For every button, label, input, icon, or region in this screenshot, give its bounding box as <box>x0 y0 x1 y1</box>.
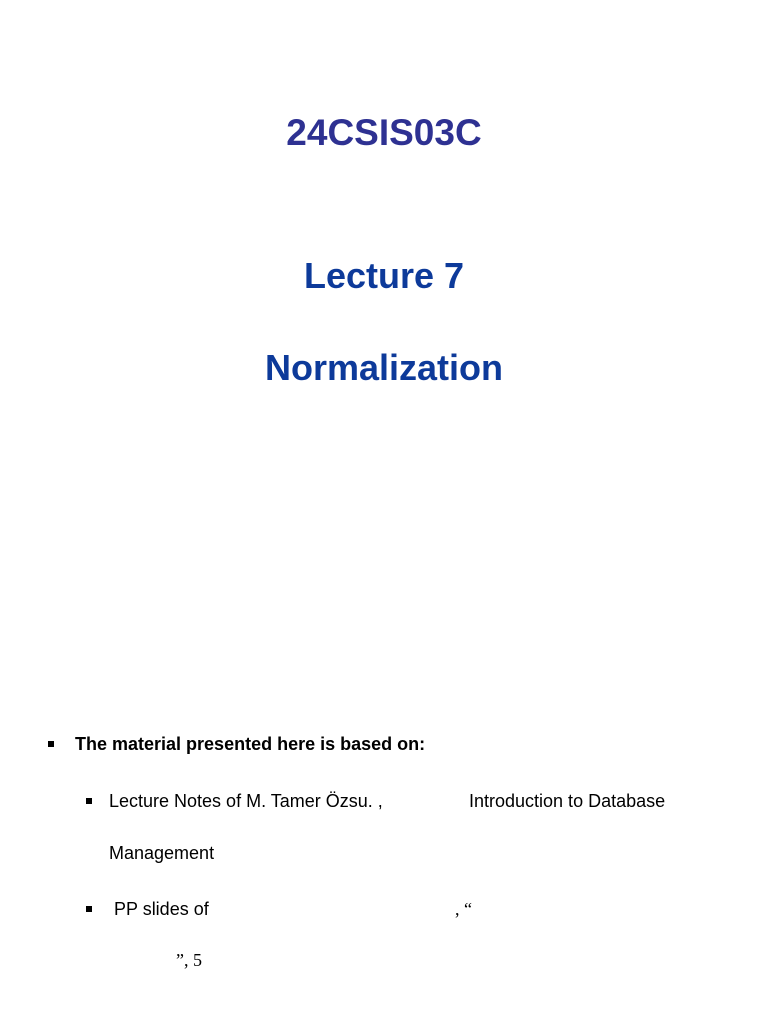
bullet-marker <box>48 741 54 747</box>
lecture-number: Lecture 7 <box>303 255 465 296</box>
source-item-2-continuation: ”, 5 <box>176 950 202 970</box>
sources-heading: The material presented here is based on: <box>75 734 426 754</box>
source-item-1-book: Introduction to Database <box>469 791 666 811</box>
lecture-topic: Normalization <box>264 347 504 388</box>
bullet-marker <box>86 798 92 804</box>
source-item-2-text: PP slides of <box>114 899 209 919</box>
source-item-1-text: Lecture Notes of M. Tamer Özsu. , <box>109 791 383 811</box>
course-code: 24CSIS03C <box>286 112 482 153</box>
source-item-1-continuation: Management <box>109 843 215 863</box>
bullet-marker <box>86 906 92 912</box>
source-item-2-quote: , “ <box>455 899 472 919</box>
